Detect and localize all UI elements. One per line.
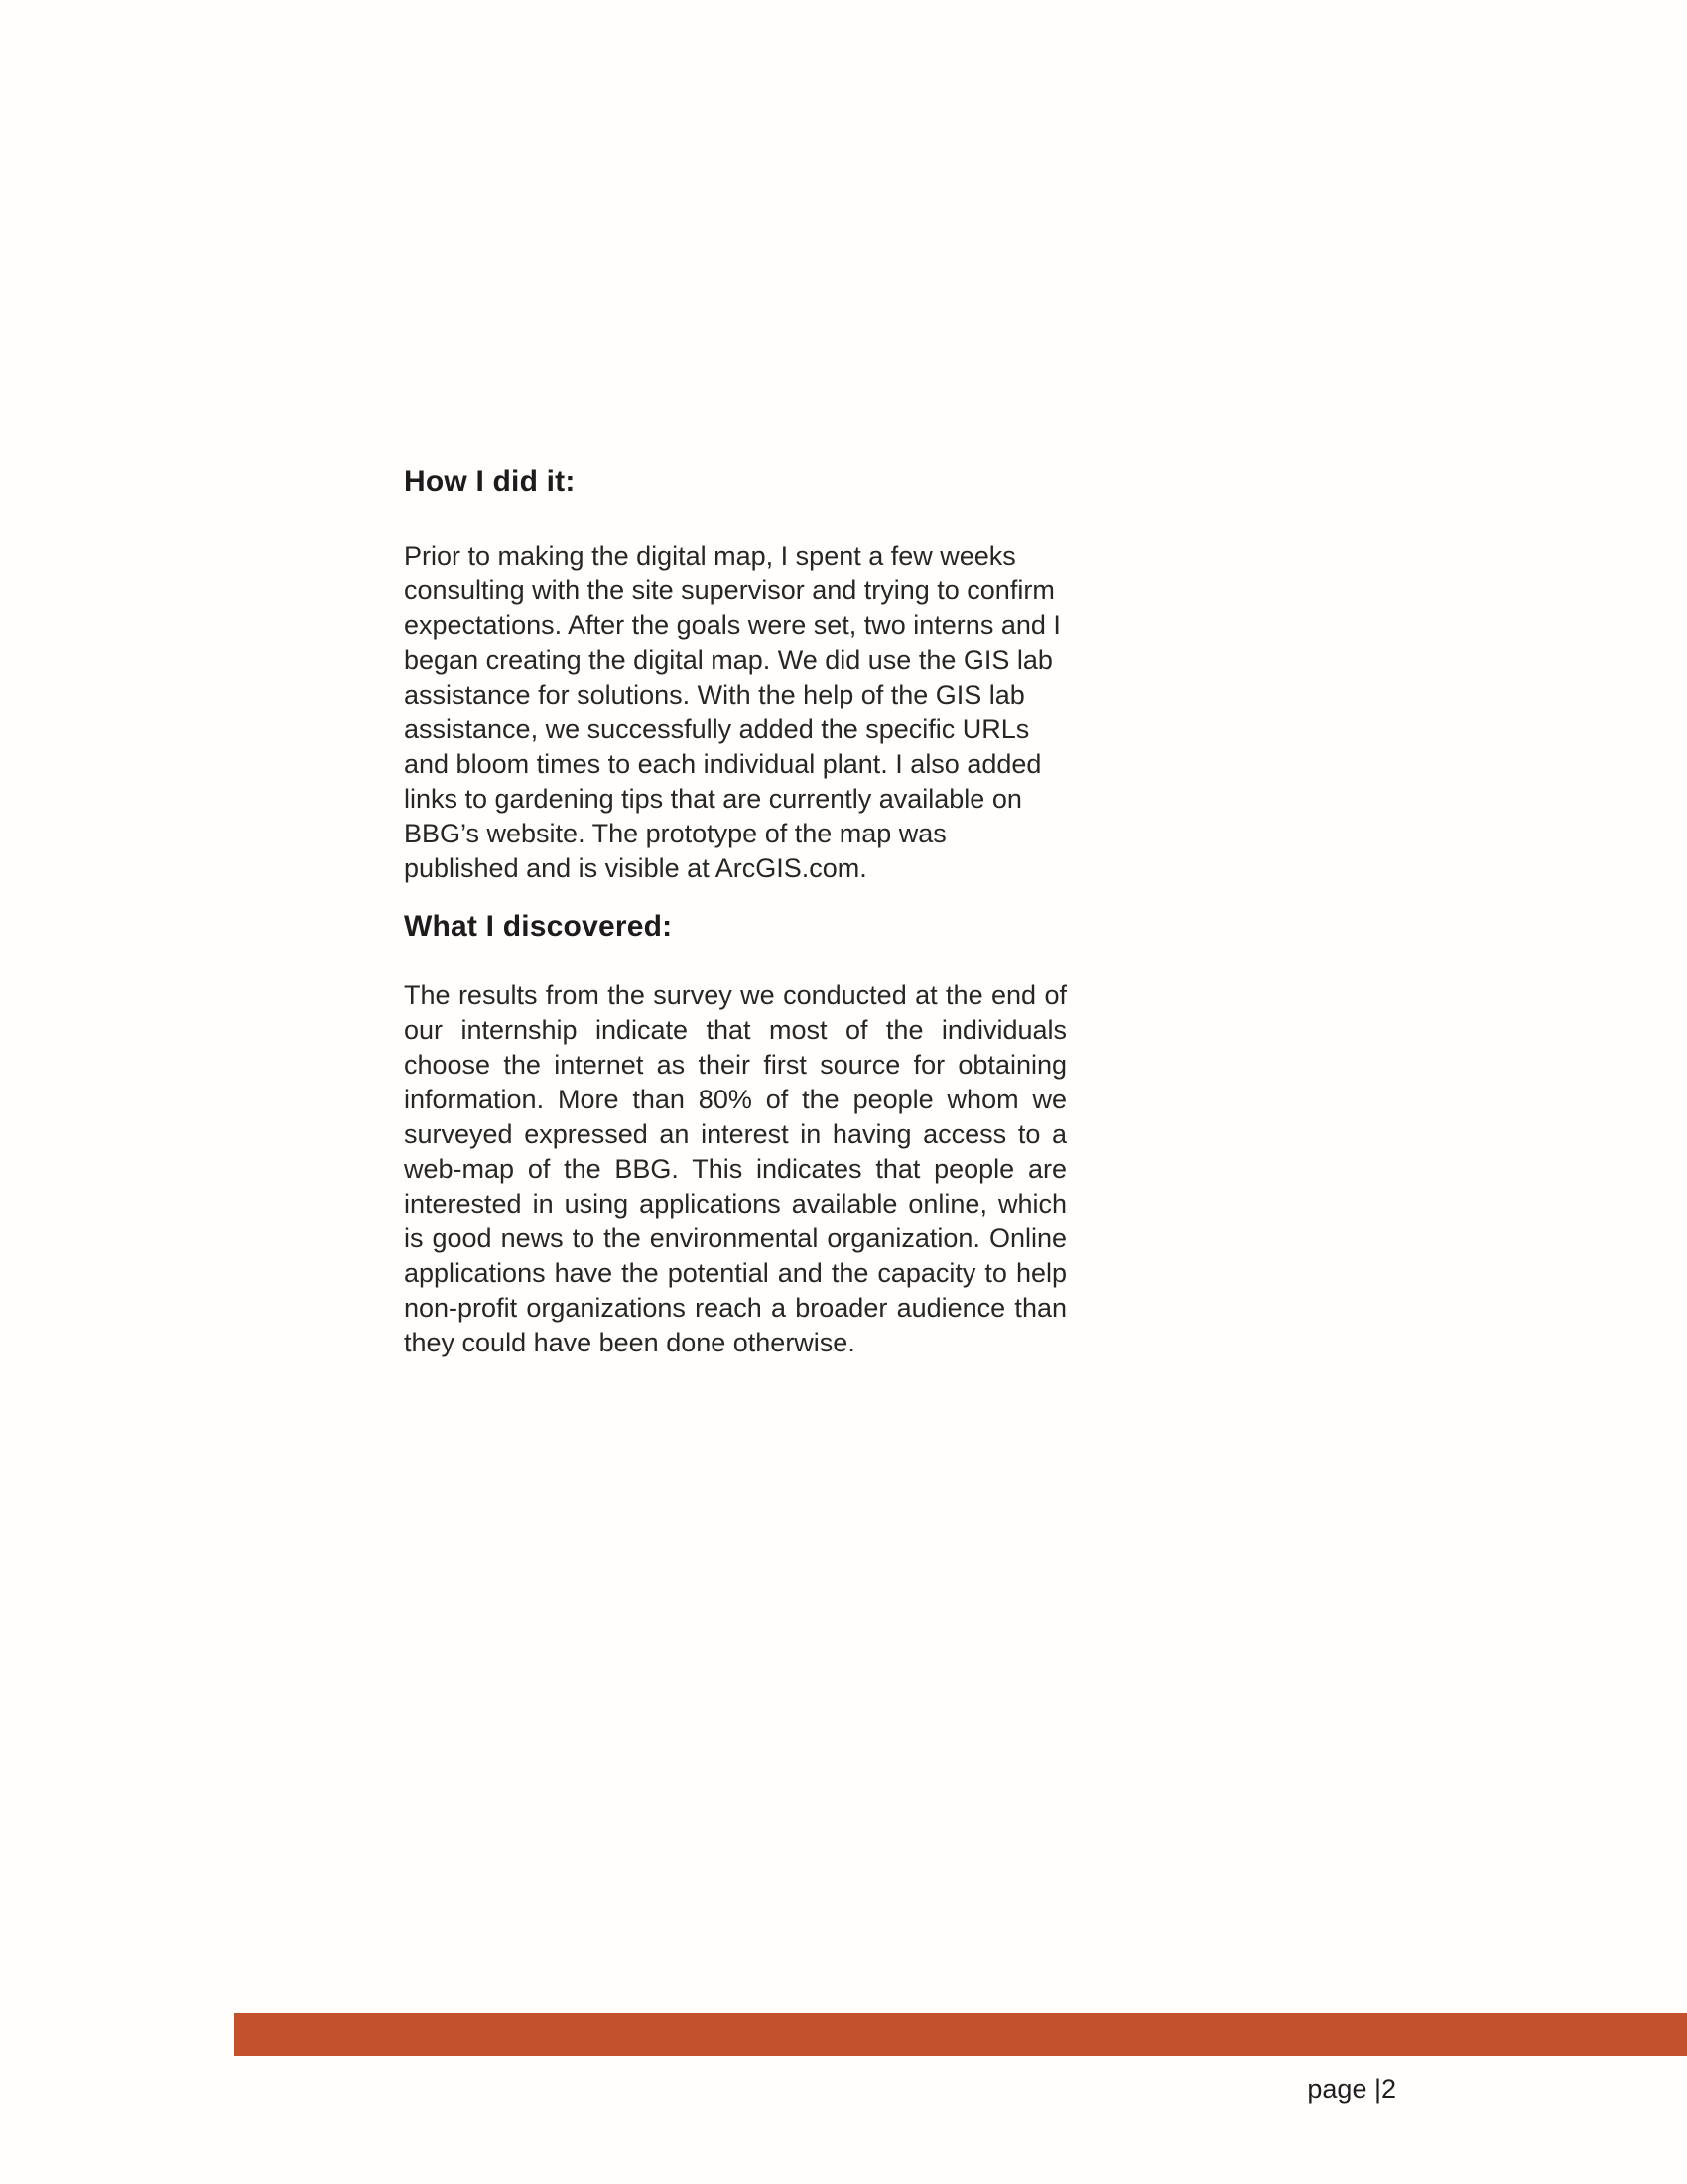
paragraph-what-i-discovered: The results from the survey we conducted at the end of our internship indicate that most of the individuals choose the internet as their first source for obtaining information. More than 80% of the people whom we surveyed expressed an interest in having access to a web-map of the BBG. This indicates that people are interested in using applications available online, which is good news to the environmental organization. Online applications have the potential and the capacity to help non-profit organizations reach a broader audience than they could have been done otherwise. bbox=[404, 980, 1067, 1357]
section-heading-how-i-did-it: How I did it: bbox=[404, 465, 576, 498]
section-heading-what-i-discovered: What I discovered: bbox=[404, 910, 673, 943]
footer-accent-bar bbox=[234, 2013, 1687, 2056]
paragraph-how-i-did-it: Prior to making the digital map, I spent a few weeks consulting with the site supervisor and trying to confirm expectations. After the goals were set, two interns and I began creating the digital map. We did use the GIS lab assistance for solutions. With the help of the GIS lab assistance, we successfully added the specific URLs and bloom times to each individual plant. I also added links to gardening tips that are currently available on BBG’s website. The prototype of the map was published and is visible at ArcGIS.com. bbox=[404, 541, 1061, 883]
page-number-footer: page |2 bbox=[1307, 2074, 1396, 2104]
